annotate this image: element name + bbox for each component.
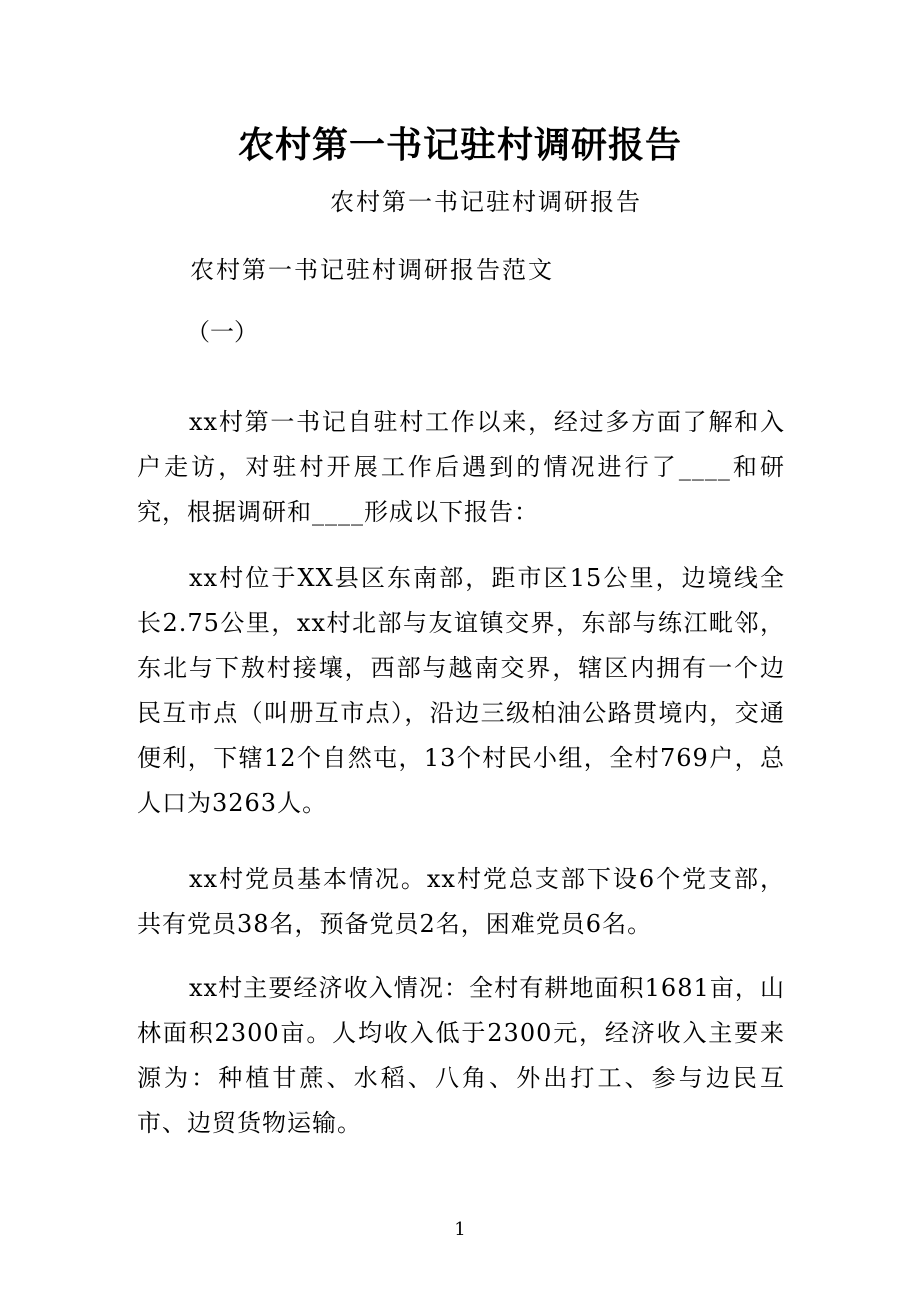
document-title: 农村第一书记驻村调研报告 bbox=[237, 125, 682, 166]
paragraph-location: xx村位于XX县区东南部，距市区15公里，边境线全长2.75公里，xx村北部与友谊镇交界，东部与练江毗邻，东北与下敖村接壤，西部与越南交界，辖区内拥有一个边民互市点（叫册互市点），沿边三级柏油公路贯境内，交通便利，下辖12个自然屯，13个村民小组，全村769户，总人口为3263人。 bbox=[137, 564, 785, 817]
paragraph-intro: xx村第一书记自驻村工作以来，经过多方面了解和入户走访，对驻村开展工作后遇到的情况进行了____和研究，根据调研和____形成以下报告： bbox=[137, 408, 785, 526]
section-number: （一） bbox=[186, 318, 258, 346]
paragraph-party-members: xx村党员基本情况。xx村党总支部下设6个党支部，共有党员38名，预备党员2名，困难党员6名。 bbox=[137, 865, 785, 938]
document-heading: 农村第一书记驻村调研报告范文 bbox=[190, 256, 554, 284]
document-subtitle: 农村第一书记驻村调研报告 bbox=[330, 188, 642, 216]
page-number: 1 bbox=[454, 1219, 466, 1240]
paragraph-economy: xx村主要经济收入情况：全村有耕地面积1681亩，山林面积2300亩。人均收入低于2300元，经济收入主要来源为：种植甘蔗、水稻、八角、外出打工、参与边民互市、边贸货物运输。 bbox=[137, 974, 785, 1137]
